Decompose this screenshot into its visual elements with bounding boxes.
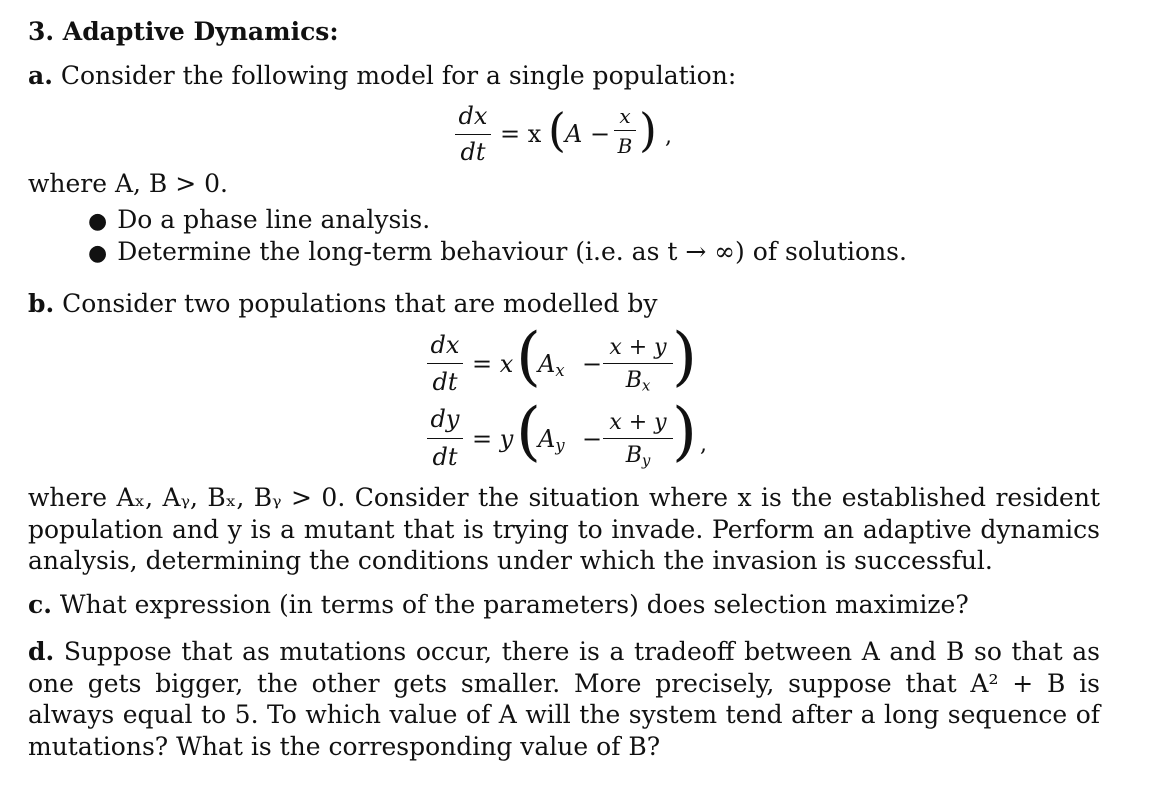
eq-a-rhs-den: B	[617, 134, 633, 158]
part-a-bullet-1	[88, 207, 430, 233]
bullet-icon: ●	[88, 241, 108, 266]
part-c-line	[28, 592, 969, 617]
eq-b1-minus: −	[582, 350, 603, 378]
part-a-intro-line	[28, 63, 736, 88]
problem-title: 3. Adaptive Dynamics:	[28, 17, 339, 46]
eq-b1-open-paren: (	[516, 320, 541, 394]
eq-b2-open-paren: (	[516, 395, 541, 469]
eq-b1-lhs-den: dt	[432, 368, 458, 396]
eq-b1-lhs-bar	[427, 363, 463, 364]
eq-b2-comma: ,	[700, 432, 707, 457]
eq-b2-A: $A_y$	[538, 425, 565, 456]
eq-b2-close-paren: )	[672, 395, 697, 469]
eq-a-lhs-num: dx	[458, 102, 488, 130]
eq-a-comma: ,	[665, 124, 672, 149]
eq-b2-rhs-den: $B_y$	[625, 443, 651, 470]
eq-b2-minus: −	[582, 425, 603, 453]
eq-b2-equals: = y	[472, 425, 514, 453]
eq-a-rhs-bar	[614, 130, 636, 131]
part-d-text: Suppose that as mutations occur, there is a tradeoff between A and B so that as one gets bigger, the other gets smaller. More precisely, suppose that A² + B is always equal to 5. To which value of A will the system tend after a long sequence of mutations? What is the corresponding value of B?	[28, 637, 1100, 761]
eq-a-lhs-den: dt	[460, 138, 486, 166]
eq-b2-lhs-bar	[427, 438, 463, 439]
part-c-label: c.	[28, 590, 52, 619]
bullet-icon: ●	[88, 209, 108, 234]
bullet-text: Determine the long-term behaviour (i.e. as t → ∞) of solutions.	[117, 237, 907, 266]
eq-a-rhs-num: x	[619, 104, 631, 128]
eq-b1-equals: = x	[472, 350, 514, 378]
eq-a-equals: = x	[500, 120, 542, 148]
eq-b1-rhs-den: $B_x$	[625, 368, 651, 395]
eq-a-close-paren: )	[639, 103, 657, 157]
eq-b1-A: $A_x$	[538, 350, 565, 381]
eq-b1-close-paren: )	[672, 320, 697, 394]
eq-b1-lhs-num: dx	[430, 331, 460, 359]
part-d-label: d.	[28, 637, 55, 666]
part-b-intro: Consider two populations that are modelled by	[62, 289, 658, 318]
eq-a-open-paren: (	[548, 103, 566, 157]
part-a-condition: where A, B > 0.	[28, 169, 228, 198]
eq-b1-rhs-num: x + y	[609, 335, 667, 360]
part-c-text: What expression (in terms of the parameters) does selection maximize?	[59, 590, 969, 619]
eq-a-lhs-bar	[455, 134, 491, 135]
part-a-label: a.	[28, 61, 53, 90]
eq-b2-rhs-bar	[603, 438, 673, 439]
part-b-paragraph: where Aₓ, Aᵧ, Bₓ, Bᵧ > 0. Consider the situation where x is the established resident population and y is a mutant that is trying to invade. Perform an adaptive dynamics analysis, determining the conditions under which the invasion is successful.	[28, 483, 1100, 575]
bullet-text: Do a phase line analysis.	[117, 205, 431, 234]
part-b-intro-line	[28, 291, 657, 316]
part-d-paragraph	[28, 636, 1100, 762]
eq-b2-rhs-num: x + y	[609, 410, 667, 435]
part-a-bullet-2	[88, 239, 907, 265]
part-b-label: b.	[28, 289, 55, 318]
eq-a-A-minus: A −	[565, 120, 611, 148]
part-a-intro: Consider the following model for a single population:	[60, 61, 737, 90]
eq-b2-lhs-num: dy	[430, 405, 460, 433]
eq-b2-lhs-den: dt	[432, 443, 458, 471]
eq-b1-rhs-bar	[603, 363, 673, 364]
